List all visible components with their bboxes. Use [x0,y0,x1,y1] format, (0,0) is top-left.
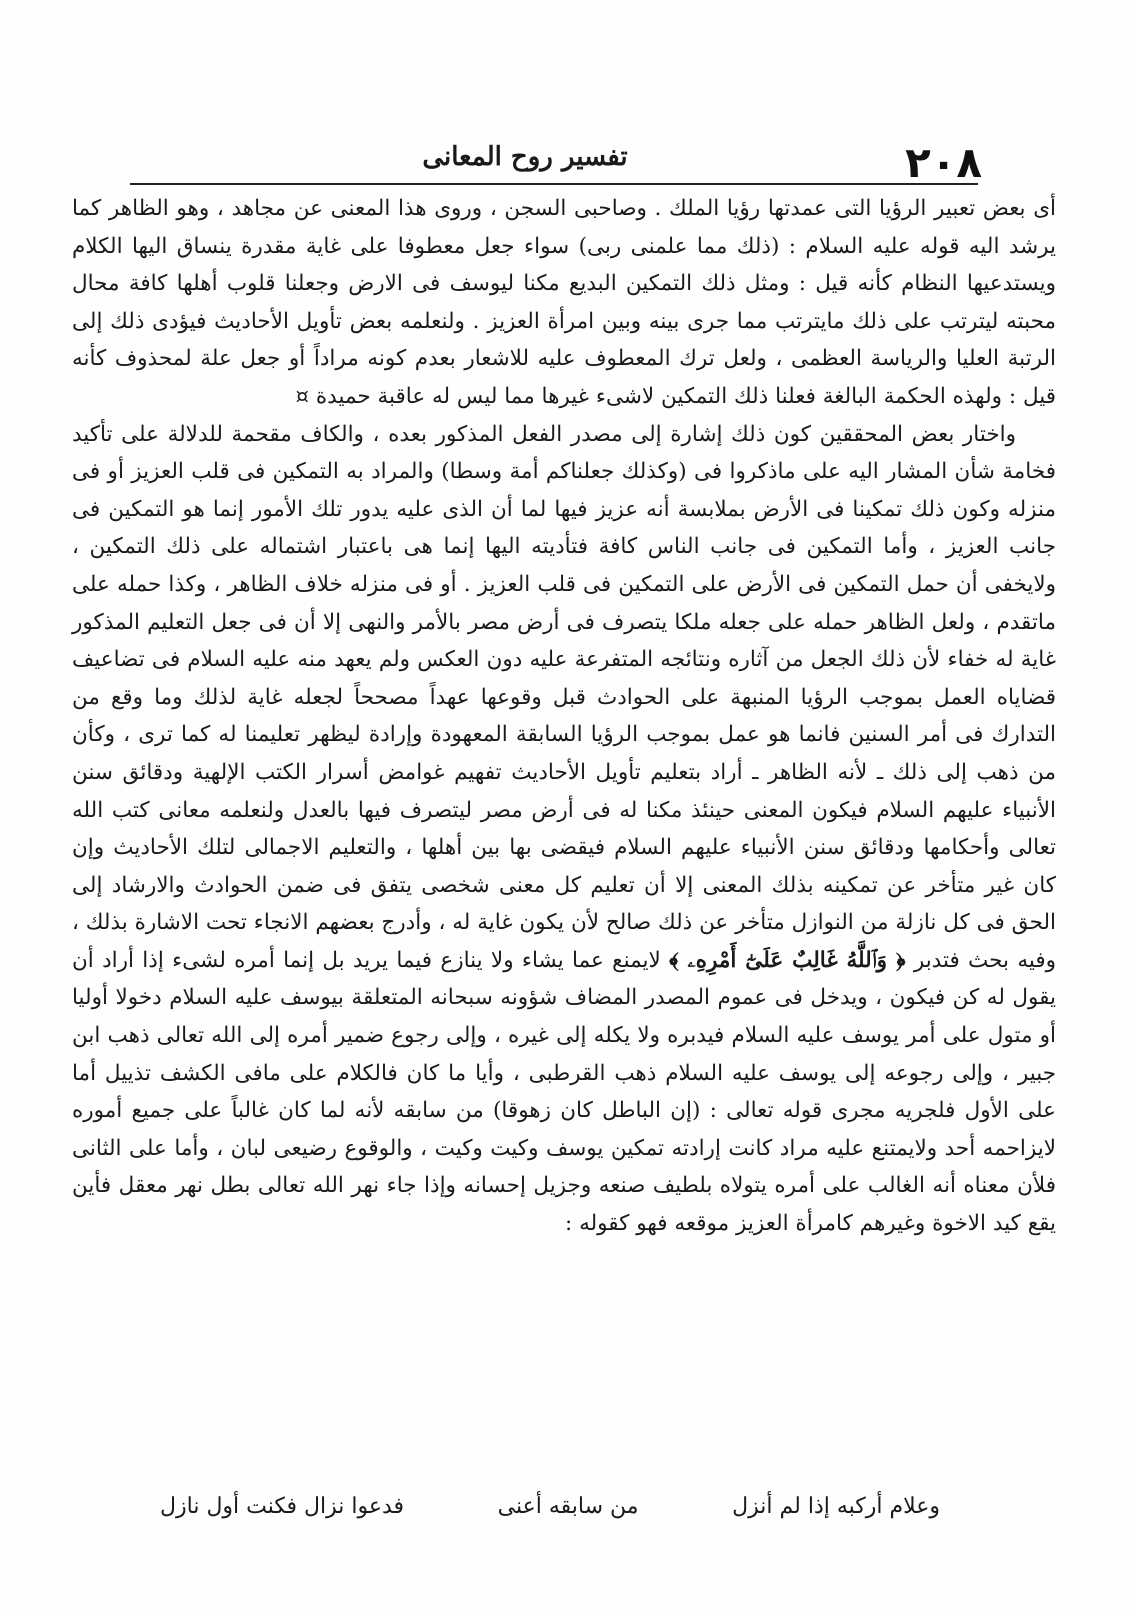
page-header [120,136,982,187]
verse-hemistich: فدعوا نزال فكنت أول نازل [160,1494,405,1519]
page-number: ٢٠٨ [905,138,982,187]
quran-verse: ﴿ وَٱللَّهُ غَالِبٌ عَلَىٰٓ أَمْرِهِۦ ﴾ [669,947,906,973]
poetry-verse [160,1494,940,1519]
header-rule [130,183,978,185]
paragraph: أى بعض تعبير الرؤيا التى عمدتها رؤيا الملك . وصاحبى السجن ، وروى هذا المعنى عن مجاهد ، وهو الظاهر كما يرشد اليه قوله عليه السلام : (ذلك مما علمنى ربى) سواء جعل معطوفا على غاية مقدرة ينساق اليها الكلام ويستدعيها النظام كأنه قيل : ومثل ذلك التمكين البديع مكنا ليوسف فى الارض وجعلنا قلوب أهلها كافة محال محبته ليترتب على ذلك مايترتب مما جرى بينه وبين امرأة العزيز . ولنعلمه بعض تأويل الأحاديث فيؤدى ذلك إلى الرتبة العليا والرياسة العظمى ، ولعل ترك المعطوف عليه للاشعار بعدم كونه مراداً أو جعل علة لمحذوف كأنه قيل : ولهذه الحكمة البالغة فعلنا ذلك التمكين لاشىء غيرها مما ليس له عاقبة حميدة ¤ [72,196,1056,409]
verse-hemistich: من سابقه أعنى [497,1494,639,1519]
verse-hemistich: وعلام أركبه إذا لم أنزل [732,1494,940,1519]
main-text [72,190,1056,1243]
paragraph-text: واختار بعض المحققين كون ذلك إشارة إلى مصدر الفعل المذكور بعده ، والكاف مقحمة للدلالة على تأكيد فخامة شأن المشار اليه على ماذكروا فى (وكذلك جعلناكم أمة وسطا) والمراد به التمكين فى قلب العزيز أو فى منزله وكون ذلك تمكينا فى الأرض بملابسة أنه عزيز فيها لما أن الذى عليه يدور تلك الأمور إنما هو التمكين فى جانب العزيز ، وأما التمكين فى جانب الناس كافة فتأديته اليها إنما هى باعتبار اشتماله على ذلك التمكين ، ولايخفى أن حمل التمكين فى الأرض على التمكين فى قلب العزيز . أو فى منزله خلاف الظاهر ، وكذا حمله على ماتقدم ، ولعل الظاهر حمله على جعله ملكا يتصرف فى أرض مصر بالأمر والنهى إلا أن فى جعل التعليم المذكور غاية له خفاء لأن ذلك الجعل من آثاره ونتائجه المتفرعة عليه دون العكس ولم يعهد منه عليه السلام فى تضاعيف قضاياه العمل بموجب الرؤيا المنبهة على الحوادث قبل وقوعها عهداً مصححاً لجعله غاية لذلك وما وقع من التدارك فى أمر السنين فانما هو عمل بموجب الرؤيا السابقة المعهودة وإرادة ليظهر تعليمنا له كما ترى ، وكأن من ذهب إلى ذلك ـ لأنه الظاهر ـ أراد بتعليم تأويل الأحاديث تفهيم غوامض أسرار الكتب الإلهية ودقائق سنن الأنبياء عليهم السلام فيكون المعنى حينئذ مكنا له فى أرض مصر ليتصرف فيها بالعدل ولنعلمه معانى كتب الله تعالى وأحكامها ودقائق سنن الأنبياء عليهم السلام فيقضى بها بين أهلها ، والتعليم الاجمالى لتلك الأحاديث وإن كان غير متأخر عن تمكينه بذلك المعنى إلا أن تعليم كل معنى شخصى يتفق فى ضمن الحوادث والارشاد إلى الحق فى كل نازلة من النوازل متأخر عن ذلك صالح لأن يكون غاية له ، وأدرج بعضهم الانجاء تحت الاشارة بذلك ، وفيه بحث فتدبر [72,421,1057,973]
paragraph [72,416,1056,1243]
paragraph-text: لايمنع عما يشاء ولا ينازع فيما يريد بل إنما أمره لشىء إذا أراد أن يقول له كن فيكون ، ويدخل فى عموم المصدر المضاف شؤونه سبحانه المتعلقة بيوسف عليه السلام دخولا أوليا أو متول على أمر يوسف عليه السلام فيدبره ولا يكله إلى غيره ، وإلى رجوع ضمير أمره إلى الله تعالى ذهب ابن جبير ، وإلى رجوعه إلى يوسف عليه السلام ذهب القرطبى ، وأيا ما كان فالكلام على مافى الكشف تذييل أما على الأول فلجريه مجرى قوله تعالى : (إن الباطل كان زهوقا) من سابقه لأنه لما كان غالباً على جميع أموره لايزاحمه أحد ولايمتنع عليه مراد كانت إرادته تمكين يوسف وكيت وكيت ، والوقوع رضيعى لبان ، وأما على الثانى فلأن معناه أنه الغالب على أمره يتولاه بلطيف صنعه وجزيل إحسانه وإذا جاء نهر الله تعالى بطل نهر معقل فأين يقع كيد الاخوة وغيرهم كامرأة العزيز موقعه فهو كقوله : [72,947,1056,1237]
running-title: تفسير روح المعانى [422,142,628,172]
